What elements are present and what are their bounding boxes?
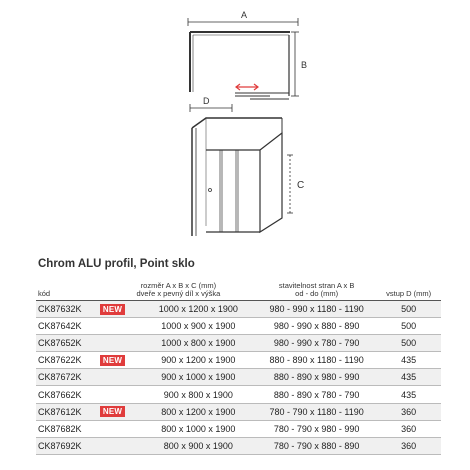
- dim-b-label: B: [301, 60, 308, 70]
- new-badge-cell: [100, 301, 140, 318]
- entry-value: 360: [376, 437, 441, 454]
- size-value: 800 x 1200 x 1900: [140, 403, 257, 420]
- dim-c-label: C: [297, 180, 305, 191]
- adjust-value: 780 - 790 x 880 - 890: [257, 437, 376, 454]
- table-row: [36, 318, 441, 335]
- new-badge: NEW: [100, 304, 125, 315]
- entry-value: 500: [376, 301, 441, 318]
- enclosure-3d: [192, 118, 293, 236]
- new-badge-cell: [100, 437, 140, 454]
- adjust-value: 980 - 990 x 880 - 890: [257, 318, 376, 335]
- adjust-value: 980 - 990 x 780 - 790: [257, 335, 376, 352]
- door-direction-arrow: [236, 84, 258, 90]
- table-row: [36, 437, 441, 454]
- entry-value: 500: [376, 335, 441, 352]
- size-value: 800 x 900 x 1900: [140, 437, 257, 454]
- product-code: CK87652K: [36, 335, 100, 352]
- new-badge-cell: [100, 318, 140, 335]
- new-badge-cell: [100, 352, 140, 369]
- entry-value: 360: [376, 403, 441, 420]
- size-value: 900 x 800 x 1900: [140, 386, 257, 403]
- header-code: kód: [38, 289, 51, 298]
- product-code: CK87662K: [36, 386, 100, 403]
- size-value: 1000 x 1200 x 1900: [140, 301, 257, 318]
- spec-table: [36, 277, 441, 455]
- new-badge-cell: [100, 369, 140, 386]
- product-code: CK87622K: [36, 352, 100, 369]
- size-value: 900 x 1000 x 1900: [140, 369, 257, 386]
- header-size-line2: dveře x pevný díl x výška: [136, 289, 221, 298]
- new-badge: NEW: [100, 355, 125, 366]
- entry-value: 435: [376, 352, 441, 369]
- table-row: [36, 301, 441, 318]
- header-adjust-line1: stavitelnost stran A x B: [278, 281, 355, 290]
- entry-value: 360: [376, 420, 441, 437]
- header-size: [100, 277, 257, 301]
- product-code: CK87692K: [36, 437, 100, 454]
- size-value: 1000 x 800 x 1900: [140, 335, 257, 352]
- new-badge-cell: [100, 403, 140, 420]
- header-adjust-line2: od - do (mm): [295, 289, 339, 298]
- adjust-value: 780 - 790 x 1180 - 1190: [257, 403, 376, 420]
- new-badge-cell: [100, 420, 140, 437]
- adjust-value: 880 - 890 x 980 - 990: [257, 369, 376, 386]
- product-code: CK87682K: [36, 420, 100, 437]
- product-code: CK87632K: [36, 301, 100, 318]
- new-badge-cell: [100, 335, 140, 352]
- new-badge-cell: [100, 386, 140, 403]
- entry-value: 435: [376, 369, 441, 386]
- dim-a-label: A: [241, 10, 248, 20]
- table-row: [36, 335, 441, 352]
- product-code: CK87672K: [36, 369, 100, 386]
- header-entry: vstup D (mm): [386, 289, 432, 298]
- table-header-row: [36, 277, 441, 301]
- table-row: [36, 386, 441, 403]
- size-value: 900 x 1200 x 1900: [140, 352, 257, 369]
- adjust-value: 780 - 790 x 980 - 990: [257, 420, 376, 437]
- product-code: CK87612K: [36, 403, 100, 420]
- table-row: [36, 352, 441, 369]
- dim-d-label: D: [203, 96, 210, 106]
- entry-value: 500: [376, 318, 441, 335]
- header-size-line1: rozměr A x B x C (mm): [140, 281, 217, 290]
- adjust-value: 980 - 990 x 1180 - 1190: [257, 301, 376, 318]
- table-row: [36, 369, 441, 386]
- product-code: CK87642K: [36, 318, 100, 335]
- size-value: 1000 x 900 x 1900: [140, 318, 257, 335]
- size-value: 800 x 1000 x 1900: [140, 420, 257, 437]
- new-badge: NEW: [100, 406, 125, 417]
- table-row: [36, 403, 441, 420]
- adjust-value: 880 - 890 x 1180 - 1190: [257, 352, 376, 369]
- adjust-value: 880 - 890 x 780 - 790: [257, 386, 376, 403]
- header-adjust: [257, 277, 376, 301]
- product-title: Chrom ALU profil, Point sklo: [38, 258, 195, 270]
- table-row: [36, 420, 441, 437]
- entry-value: 435: [376, 386, 441, 403]
